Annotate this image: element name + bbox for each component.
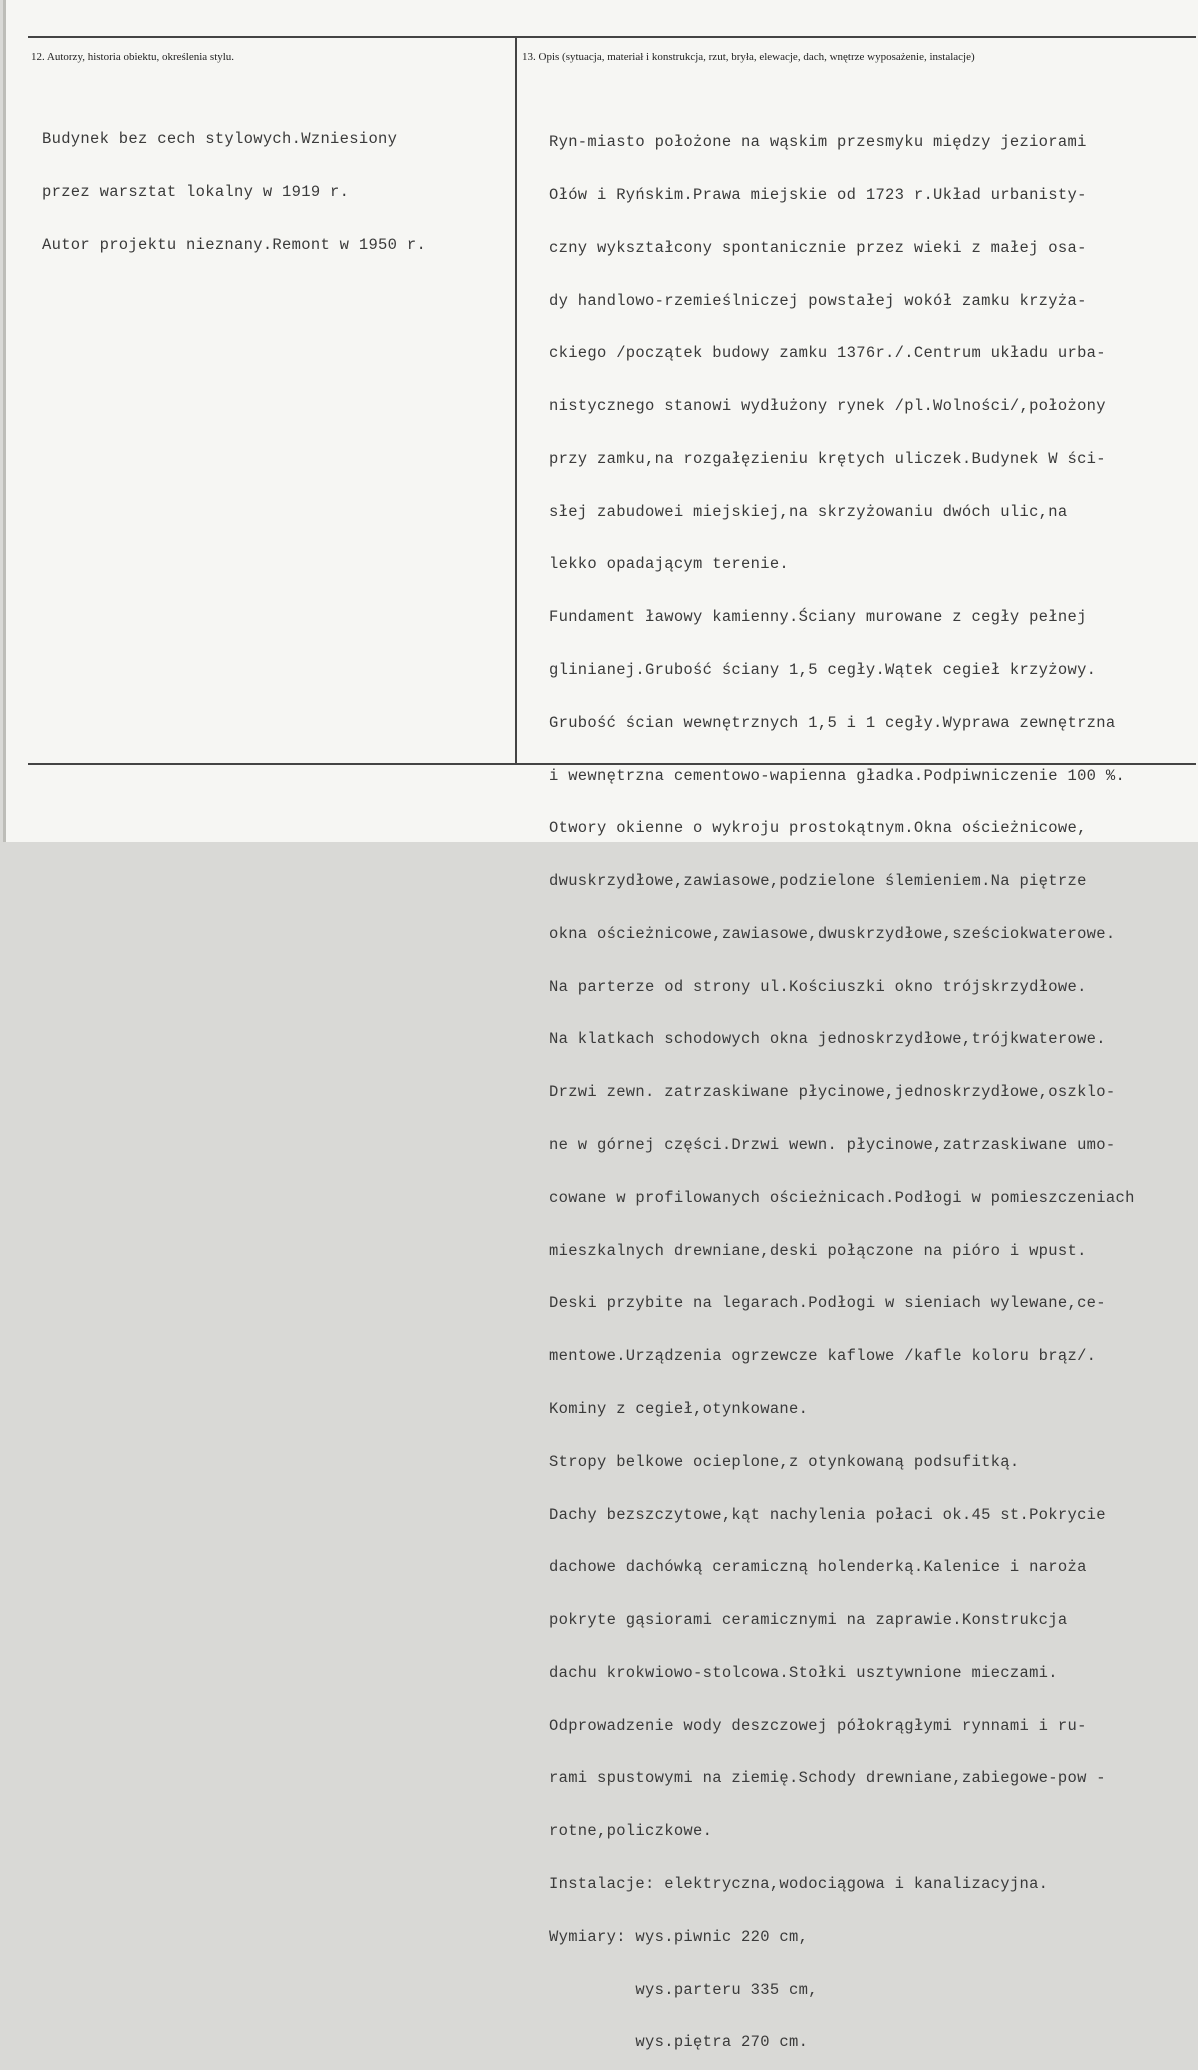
right-section-title: 13. Opis (sytuacja, materiał i konstrukcja, rzut, bryła, elewacje, dach, wnętrze wyposażenie, instalacje) xyxy=(522,51,975,63)
left-section-body xyxy=(42,96,426,272)
text-line: czny wykształcony spontanicznie przez wieki z małej osa- xyxy=(549,238,1087,257)
text-line: Budynek bez cech stylowych.Wzniesiony xyxy=(42,130,398,149)
text-line: Na klatkach schodowych okna jednoskrzydłowe,trójkwaterowe. xyxy=(549,1030,1106,1049)
text-line: Otwory okienne o wykroju prostokątnym.Okna ościeżnicowe, xyxy=(549,819,1087,838)
text-line: dwuskrzydłowe,zawiasowe,podzielone ślemieniem.Na piętrze xyxy=(549,872,1087,891)
text-line: ckiego /początek budowy zamku 1376r./.Centrum układu urba- xyxy=(549,344,1106,363)
text-line: glinianej.Grubość ściany 1,5 cegły.Wątek cegieł krzyżowy. xyxy=(549,661,1097,679)
text-line: Grubość ścian wewnętrznych 1,5 i 1 cegły.Wyprawa zewnętrzna xyxy=(549,713,1116,732)
text-line: pokryte gąsiorami ceramicznymi na zaprawie.Konstrukcja xyxy=(549,1611,1068,1630)
text-line: Ryn-miasto położone na wąskim przesmyku między jeziorami xyxy=(549,133,1087,152)
text-line: Wymiary: wys.piwnic 220 cm, xyxy=(549,1927,809,1946)
text-line: Drzwi zewn. zatrzaskiwane płycinowe,jednoskrzydłowe,oszklo- xyxy=(549,1083,1116,1102)
text-line: mieszkalnych drewniane,deski połączone na pióro i wpust. xyxy=(549,1241,1087,1260)
text-line: Deski przybite na legarach.Podłogi w sieniach wylewane,ce- xyxy=(549,1294,1106,1313)
text-line: Kominy z cegieł,otynkowane. xyxy=(549,1399,809,1418)
text-line: rami spustowymi na ziemię.Schody drewniane,zabiegowe-pow - xyxy=(549,1769,1106,1788)
column-divider xyxy=(515,37,517,763)
text-line: mentowe.Urządzenia ogrzewcze kaflowe /kafle koloru brąz/. xyxy=(549,1347,1097,1366)
text-line: Na parterze od strony ul.Kościuszki okno trójskrzydłowe. xyxy=(549,977,1087,996)
top-rule xyxy=(28,36,1196,38)
text-line: dy handlowo-rzemieślniczej powstałej wokół zamku krzyża- xyxy=(549,291,1087,310)
text-line: rotne,policzkowe. xyxy=(549,1822,713,1841)
text-line: Dachy bezszczytowe,kąt nachylenia połaci ok.45 st.Pokrycie xyxy=(549,1505,1106,1524)
text-line: i wewnętrzna cementowo-wapienna gładka.Podpiwniczenie 100 %. xyxy=(549,766,1126,785)
text-line: wys.parteru 335 cm, xyxy=(549,1980,818,1999)
text-line: przez warsztat lokalny w 1919 r. xyxy=(42,182,350,201)
text-line: ne w górnej części.Drzwi wewn. płycinowe,zatrzaskiwane umo- xyxy=(549,1136,1116,1155)
text-line: okna ościeżnicowe,zawiasowe,dwuskrzydłowe,sześciokwaterowe. xyxy=(549,924,1116,943)
text-line: wys.piętra 270 cm. xyxy=(549,2033,809,2052)
text-line: lekko opadającym terenie. xyxy=(549,555,790,574)
right-section-body xyxy=(549,99,1135,2070)
text-line: Instalacje: elektryczna,wodociągowa i kanalizacyjna. xyxy=(549,1874,1049,1893)
text-line: słej zabudowei miejskiej,na skrzyżowaniu dwóch ulic,na xyxy=(549,502,1068,521)
text-line: dachowe dachówką ceramiczną holenderką.Kalenice i naroża xyxy=(549,1558,1087,1577)
left-section-title: 12. Autorzy, historia obiektu, określenia stylu. xyxy=(31,51,235,63)
text-line: cowane w profilowanych ościeżnicach.Podłogi w pomieszczeniach xyxy=(549,1188,1135,1207)
text-line: Ołów i Ryńskim.Prawa miejskie od 1723 r.Układ urbanisty- xyxy=(549,185,1087,204)
text-line: dachu krokwiowo-stolcowa.Stołki usztywnione mieczami. xyxy=(549,1663,1058,1682)
text-line: nistycznego stanowi wydłużony rynek /pl.Wolności/,położony xyxy=(549,397,1106,416)
text-line: Stropy belkowe ocieplone,z otynkowaną podsufitką. xyxy=(549,1452,1020,1471)
text-line: Autor projektu nieznany.Remont w 1950 r. xyxy=(42,235,427,254)
text-line: przy zamku,na rozgałęzieniu krętych uliczek.Budynek W ści- xyxy=(549,449,1106,468)
text-line: Odprowadzenie wody deszczowej półokrągłymi rynnami i ru- xyxy=(549,1716,1087,1735)
text-line: Fundament ławowy kamienny.Ściany murowane z cegły pełnej xyxy=(549,608,1087,627)
